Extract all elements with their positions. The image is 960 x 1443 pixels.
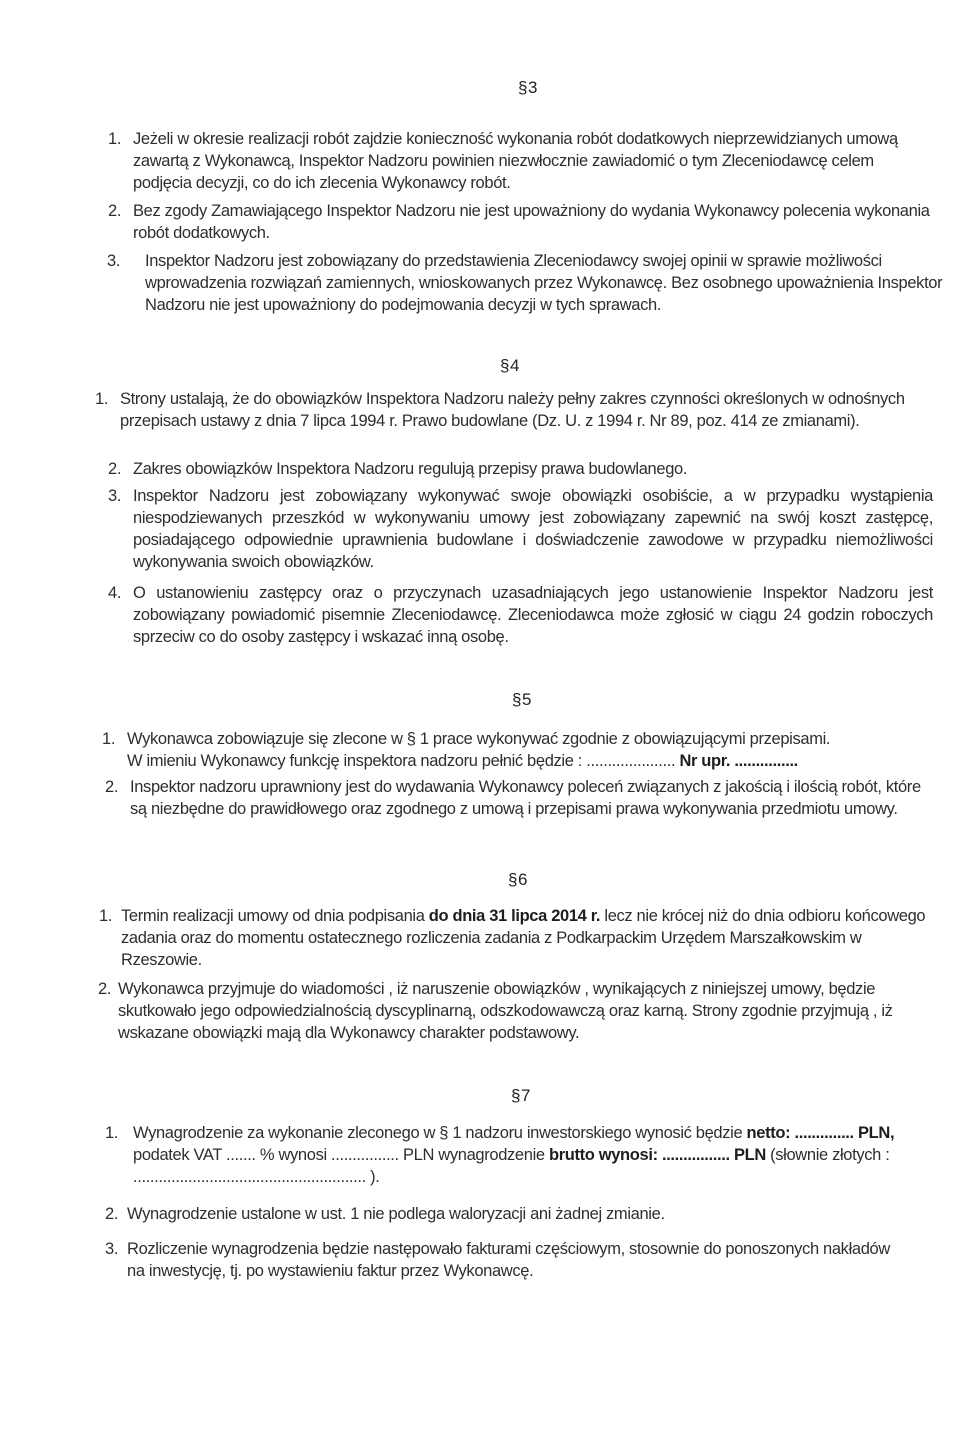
s5-item-2 — [105, 776, 930, 820]
s5-item-2-number: 2. — [105, 778, 119, 796]
s7-item-3 — [105, 1238, 907, 1282]
s6-item-1-text-b: lecz nie krócej niż do dnia odbioru końcowego zadania oraz do momentu ostatecznego rozliczenia zadania z Podkarpackim Urzędem Marszałkowskim w Rzeszowie. — [121, 907, 926, 969]
s3-item-3 — [107, 250, 955, 316]
s6-item-2 — [98, 978, 918, 1044]
s4-item-4 — [108, 582, 933, 648]
section-7-heading: §7 — [511, 1086, 531, 1105]
s4-item-2-number: 2. — [108, 460, 122, 478]
s6-item-1-text-a: Termin realizacji umowy od dnia podpisania — [121, 907, 425, 925]
s3-item-3-text: Inspektor Nadzoru jest zobowiązany do przedstawienia Zleceniodawcy swojej opinii w sprawie możliwości wprowadzenia rozwiązań zamiennych, wnioskowanych przez Wykonawcę. Bez osobnego upoważnienia Inspektor Nadzoru nie jest upoważniony do podejmowania decyzji w tych sprawach. — [145, 252, 943, 314]
s7-item-1-number: 1. — [105, 1124, 119, 1142]
s7-item-1 — [105, 1122, 953, 1188]
s5-item-1 — [102, 728, 927, 772]
section-6-heading: §6 — [508, 870, 528, 889]
section-5-heading: §5 — [512, 690, 532, 709]
s7-item-1-text-b: podatek VAT ....... % wynosi ................ PLN wynagrodzenie — [133, 1146, 545, 1164]
s7-item-1-net: netto: .............. — [746, 1124, 854, 1142]
s5-item-1-number: 1. — [102, 730, 116, 748]
s6-item-1-deadline: do dnia 31 lipca 2014 r. — [428, 907, 601, 925]
s3-item-1 — [108, 128, 923, 194]
s4-item-2-text: Zakres obowiązków Inspektora Nadzoru regulują przepisy prawa budowlanego. — [133, 460, 688, 478]
s4-item-3-number: 3. — [108, 487, 122, 505]
s5-item-1-text: Wykonawca zobowiązuje się zlecone w § 1 prace wykonywać zgodnie z obowiązującymi przepisami. — [127, 730, 831, 748]
s3-item-1-text: Jeżeli w okresie realizacji robót zajdzie konieczność wykonania robót dodatkowych nieprzewidzianych umową zawartą z Wykonawcą, Inspektor Nadzoru powinien niezwłocznie zawiadomić o tym Zleceniodawcę celem podjęcia decyzji, co do ich zlecenia Wykonawcy robót. — [133, 130, 898, 192]
s5-item-1-line2: W imieniu Wykonawcy funkcję inspektora nadzoru pełnić będzie : ..................... — [127, 752, 676, 770]
s5-item-2-text: Inspektor nadzoru uprawniony jest do wydawania Wykonawcy poleceń związanych z jakością i ilością robót, które są niezbędne do prawidłowego oraz zgodnego z umową i przepisami prawa wykonywania przedmiotu umowy. — [130, 778, 921, 818]
s4-item-1-text: Strony ustalają, że do obowiązków Inspektora Nadzoru należy pełny zakres czynności określonych w odnośnych przepisach ustawy z dnia 7 lipca 1994 r. Prawo budowlane (Dz. U. z 1994 r. Nr 89, poz. 414 ze zmianami). — [120, 390, 905, 430]
s7-item-3-number: 3. — [105, 1240, 119, 1258]
s7-item-1-gross: brutto wynosi: ................ PLN — [548, 1146, 766, 1164]
s4-item-2 — [108, 458, 933, 480]
section-3-heading: §3 — [518, 78, 538, 97]
s6-item-1 — [99, 905, 931, 971]
s3-item-2-text: Bez zgody Zamawiającego Inspektor Nadzoru nie jest upoważniony do wydania Wykonawcy polecenia wykonania robót dodatkowych. — [133, 202, 930, 242]
s4-item-3-text: Inspektor Nadzoru jest zobowiązany wykonywać swoje obowiązki osobiście, a w przypadku wystąpienia niespodziewanych przeszkód w wykonywaniu umowy jest zobowiązany zapewnić na swój koszt zastępcę, posiadającego odpowiednie uprawnienia budowlane i doświadczenie zawodowe w przypadku niemożliwości wykonywania swoich obowiązków. — [133, 487, 933, 571]
s4-item-1 — [95, 388, 920, 432]
s4-item-4-number: 4. — [108, 584, 122, 602]
s7-item-2-text: Wynagrodzenie ustalone w ust. 1 nie podlega waloryzacji ani żadnej zmianie. — [127, 1205, 665, 1223]
s3-item-3-number: 3. — [107, 252, 121, 270]
s5-item-1-license-number: Nr upr. ............... — [679, 752, 798, 770]
s6-item-1-number: 1. — [99, 907, 113, 925]
s3-item-2-number: 2. — [108, 202, 122, 220]
s6-item-2-text: Wykonawca przyjmuje do wiadomości , iż naruszenie obowiązków , wynikających z niniejszej umowy, będzie skutkowało jego odpowiedzialnością dyscyplinarną, odszkodowawczą oraz karną. Strony zgodnie przyjmują , iż wskazane obowiązki mają dla Wykonawcy charakter podstawowy. — [118, 980, 893, 1042]
s7-item-1-pln: PLN, — [858, 1124, 895, 1142]
s7-item-1-text-c: (słownie złotych : ....................................................... ). — [133, 1146, 890, 1186]
s4-item-3 — [108, 485, 933, 573]
s7-item-2-number: 2. — [105, 1205, 119, 1223]
s4-item-1-number: 1. — [95, 390, 109, 408]
s4-item-4-text: O ustanowieniu zastępcy oraz o przyczynach uzasadniających jego ustanowienie Inspektor Nadzoru jest zobowiązany powiadomić pisemnie Zleceniodawcę. Zleceniodawca może zgłosić w ciągu 24 godzin roboczych sprzeciw co do osoby zastępcy i wskazać inną osobę. — [133, 584, 933, 646]
s3-item-2 — [108, 200, 933, 244]
section-4-heading: §4 — [500, 356, 520, 375]
s3-item-1-number: 1. — [108, 130, 122, 148]
s6-item-2-number: 2. — [98, 980, 112, 998]
s7-item-3-text: Rozliczenie wynagrodzenia będzie następowało fakturami częściowym, stosownie do ponoszonych nakładów na inwestycję, tj. po wystawieniu faktur przez Wykonawcę. — [127, 1240, 890, 1280]
s7-item-1-text-a: Wynagrodzenie za wykonanie zleconego w § 1 nadzoru inwestorskiego wynosić będzie — [133, 1124, 743, 1142]
s7-item-2 — [105, 1203, 927, 1225]
